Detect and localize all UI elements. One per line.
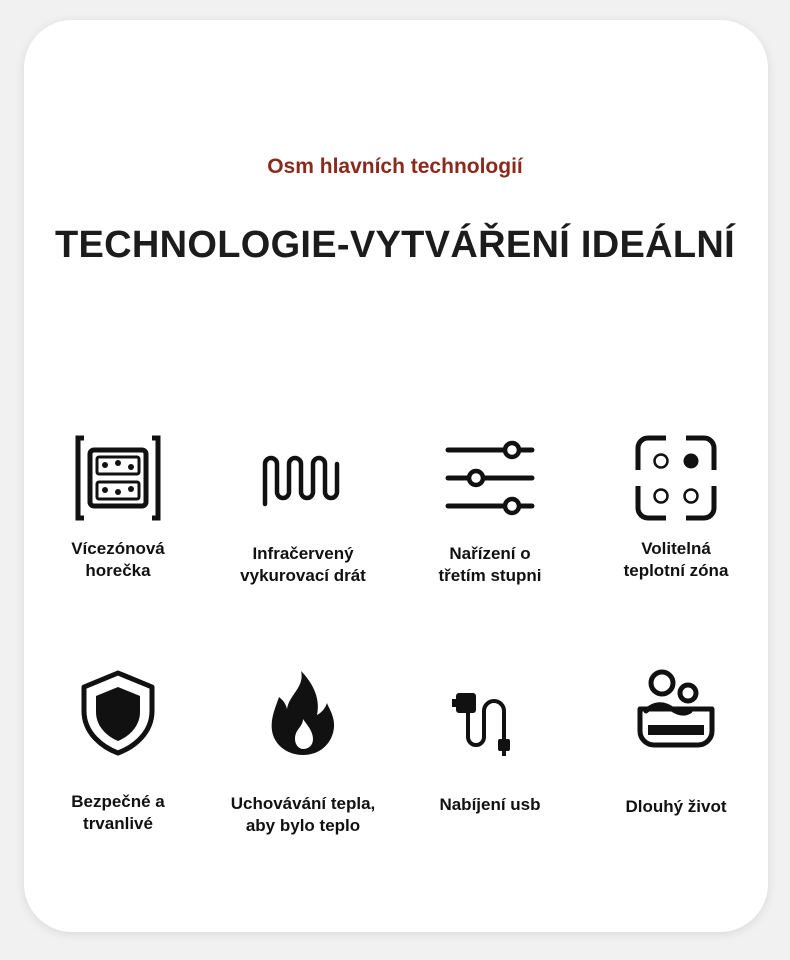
shield-icon <box>70 665 166 761</box>
feature-label-line2: teplotní zóna <box>623 561 729 580</box>
flame-icon <box>255 665 351 761</box>
feature-label-line1: Dlouhý život <box>625 797 727 816</box>
sliders-icon <box>442 430 538 526</box>
page-title: TECHNOLOGIE-VYTVÁŘENÍ IDEÁLNÍ <box>54 224 736 266</box>
bathtub-icon <box>628 665 724 761</box>
feature-label-line1: Volitelná <box>641 539 711 558</box>
feature-label-line1: Vícezónová <box>71 539 165 558</box>
usb-cable-icon <box>442 665 538 761</box>
feature-label-line2: horečka <box>85 561 151 580</box>
feature-label-line2: třetím stupni <box>438 566 542 585</box>
feature-label-line1: Nabíjení usb <box>439 795 541 814</box>
multi-zone-heating-icon <box>70 430 166 526</box>
feature-label-line1: Uchovávání tepla, <box>230 794 376 813</box>
feature-label-line2: aby bylo teplo <box>245 816 361 835</box>
feature-label-line1: Bezpečné a <box>71 792 165 811</box>
section-subtitle: Osm hlavních technologií <box>267 155 523 178</box>
feature-label-line2: vykurovací drát <box>240 566 366 585</box>
feature-label-line1: Nařízení o <box>449 544 531 563</box>
infrared-wire-icon <box>255 430 351 526</box>
zone-select-icon <box>628 430 724 526</box>
feature-label-line2: trvanlivé <box>83 814 153 833</box>
feature-label-line1: Infračervený <box>252 544 354 563</box>
